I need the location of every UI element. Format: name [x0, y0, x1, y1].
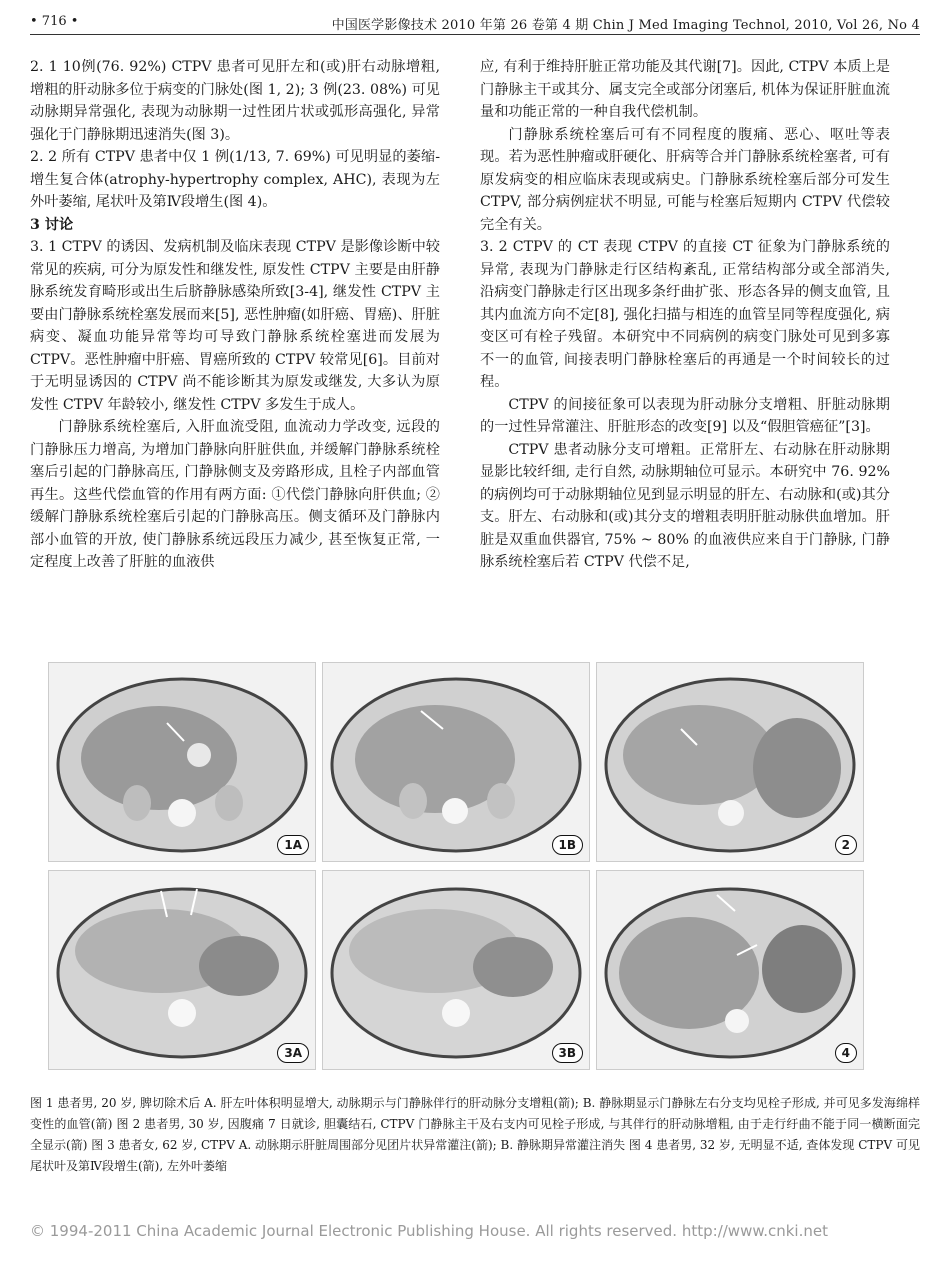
ct-panel-1a	[48, 662, 316, 862]
panel-label: 2	[835, 835, 857, 855]
ct-panel-3b	[322, 870, 590, 1070]
page-number: • 716 •	[30, 14, 79, 29]
panel-label: 1B	[552, 835, 584, 855]
result-paragraph-2-1: 2. 1 10例(76. 92%) CTPV 患者可见肝左和(或)肝右动脉增粗, 增粗的肝动脉多位于病变的门脉处(图 1, 2); 3 例(23. 08%) 可见动脉期异常强化, 表现为动脉期一过性团片状或弧形高强化, 异常强化于门静脉期迅速消失(图 3)。	[30, 59, 440, 143]
discussion-paragraph-3-1: 3. 1 CTPV 的诱因、发病机制及临床表现 CTPV 是影像诊断中较常见的疾病, 可分为原发性和继发性, 原发性 CTPV 主要是由肝静脉系统发育畸形或出生后脐静脉感染所致[3-4], 继发性 CTPV 主要由门静脉系统栓塞发展而来[5], 恶性肿瘤(如肝癌、胃癌)、肝脏病变、凝血功能异常等均可导致门静脉系统栓塞进而发展为 CTPV。恶性肿瘤中肝癌、胃癌所致的 CTPV 较常见[6]。目前对于无明显诱因的 CTPV 尚不能诊断其为原发或继发, 大多认为原发性 CTPV 年龄较小, 继发性 CTPV 多发生于成人。	[30, 239, 440, 413]
ct-scan-image	[323, 663, 589, 861]
ct-scan-image	[49, 663, 315, 861]
ct-panel-2	[596, 662, 864, 862]
ct-panel-1b	[322, 662, 590, 862]
section-heading-discussion: 3 讨论	[30, 216, 74, 233]
discussion-paragraph: CTPV 的间接征象可以表现为肝动脉分支增粗、肝脏动脉期的一过性异常灌注、肝脏形态的改变[9] 以及“假胆管癌征”[3]。	[480, 396, 890, 435]
panel-label: 3A	[277, 1043, 309, 1063]
figure-caption	[30, 1093, 920, 1177]
journal-citation: 中国医学影像技术 2010 年第 26 卷第 4 期 Chin J Med Imaging Technol, 2010, Vol 26, No 4	[331, 18, 920, 33]
panel-label: 4	[835, 1043, 857, 1063]
running-header	[30, 12, 920, 35]
ct-panel-3a	[48, 870, 316, 1070]
discussion-paragraph: 门静脉系统栓塞后, 入肝血流受阻, 血流动力学改变, 远段的门静脉压力增高, 为增加门静脉向肝脏供血, 并缓解门静脉系统栓塞后引起的门静脉高压, 门静脉侧支及旁路形成, 且栓子内部血管再生。这些代偿血管的作用有两方面: ①代偿门静脉向肝供血; ②缓解门静脉系统栓塞后引起的门静脉高压。侧支循环及门静脉内部小血管的开放, 使门静脉系统远段压力减少, 甚至恢复正常, 一定程度上改善了肝脏的血液供	[30, 419, 440, 570]
right-column	[480, 56, 890, 574]
figure-caption-text: 图 1 患者男, 20 岁, 脾切除术后 A. 肝左叶体积明显增大, 动脉期示与门静脉伴行的肝动脉分支增粗(箭); B. 静脉期显示门静脉左右分支均见栓子形成, 并可见多发海绵样变性的血管(箭) 图 2 患者男, 30 岁, 因腹痛 7 日就诊, 胆囊结石, CTPV 门静脉主干及右支内可见栓子形成, 与其伴行的肝动脉增粗, 由于走行纡曲不能于同一横断面完全显示(箭) 图 3 患者女, 62 岁, CTPV A. 动脉期示肝脏周围部分见团片状异常灌注(箭); B. 静脉期异常灌注消失 图 4 患者男, 32 岁, 无明显不适, 查体发现 CTPV 可见尾状叶及第Ⅳ段增生(箭), 左外叶萎缩	[30, 1096, 920, 1173]
copyright-footer: © 1994-2011 China Academic Journal Electronic Publishing House. All rights reserved. http://www.cnki.net	[30, 1222, 828, 1240]
ct-panel-4	[596, 870, 864, 1070]
discussion-paragraph: CTPV 患者动脉分支可增粗。正常肝左、右动脉在肝动脉期显影比较纤细, 走行自然, 动脉期轴位可显示。本研究中 76. 92% 的病例均可于动脉期轴位见到显示明显的肝左、右动脉和(或)其分支。肝左、右动脉和(或)其分支的增粗表明肝脏动脉供血增加。肝脏是双重血供器官, 75% ~ 80% 的血液供应来自于门静脉, 门静脉系统栓塞后若 CTPV 代偿不足,	[480, 441, 890, 570]
discussion-paragraph: 门静脉系统栓塞后可有不同程度的腹痛、恶心、呕吐等表现。若为恶性肿瘤或肝硬化、肝病等合并门静脉系统栓塞者, 可有原发病变的相应临床表现或病史。门静脉系统栓塞后部分可发生 CTPV, 部分病例症状不明显, 可能与栓塞后短期内 CTPV 代偿较完全有关。	[480, 126, 890, 233]
panel-label: 3B	[552, 1043, 584, 1063]
ct-scan-image	[323, 871, 589, 1069]
ct-scan-image	[49, 871, 315, 1069]
ct-scan-image	[597, 871, 863, 1069]
panel-label: 1A	[277, 835, 309, 855]
discussion-paragraph-continued: 应, 有利于维持肝脏正常功能及其代谢[7]。因此, CTPV 本质上是门静脉主干或其分、属支完全或部分闭塞后, 机体为保证肝脏血流量和功能正常的一种自我代偿机制。	[480, 59, 890, 120]
result-paragraph-2-2: 2. 2 所有 CTPV 患者中仅 1 例(1/13, 7. 69%) 可见明显的萎缩-增生复合体(atrophy-hypertrophy complex, AHC), 表现为左外叶萎缩, 尾状叶及第Ⅳ段增生(图 4)。	[30, 149, 440, 210]
ct-figure	[48, 662, 862, 1068]
discussion-paragraph-3-2: 3. 2 CTPV 的 CT 表现 CTPV 的直接 CT 征象为门静脉系统的异常, 表现为门静脉走行区结构紊乱, 正常结构部分或全部消失, 沿病变门静脉走行区出现多条纡曲扩张、形态各异的侧支血管, 且其内血流方向不定[8], 强化扫描与相连的血管呈同等程度强化, 病变区可有栓子残留。本研究中不同病例的病变门脉处可见到多寡不一的血管, 间接表明门静脉栓塞后的再通是一个时间较长的过程。	[480, 239, 890, 390]
left-column	[30, 56, 440, 574]
ct-scan-image	[597, 663, 863, 861]
